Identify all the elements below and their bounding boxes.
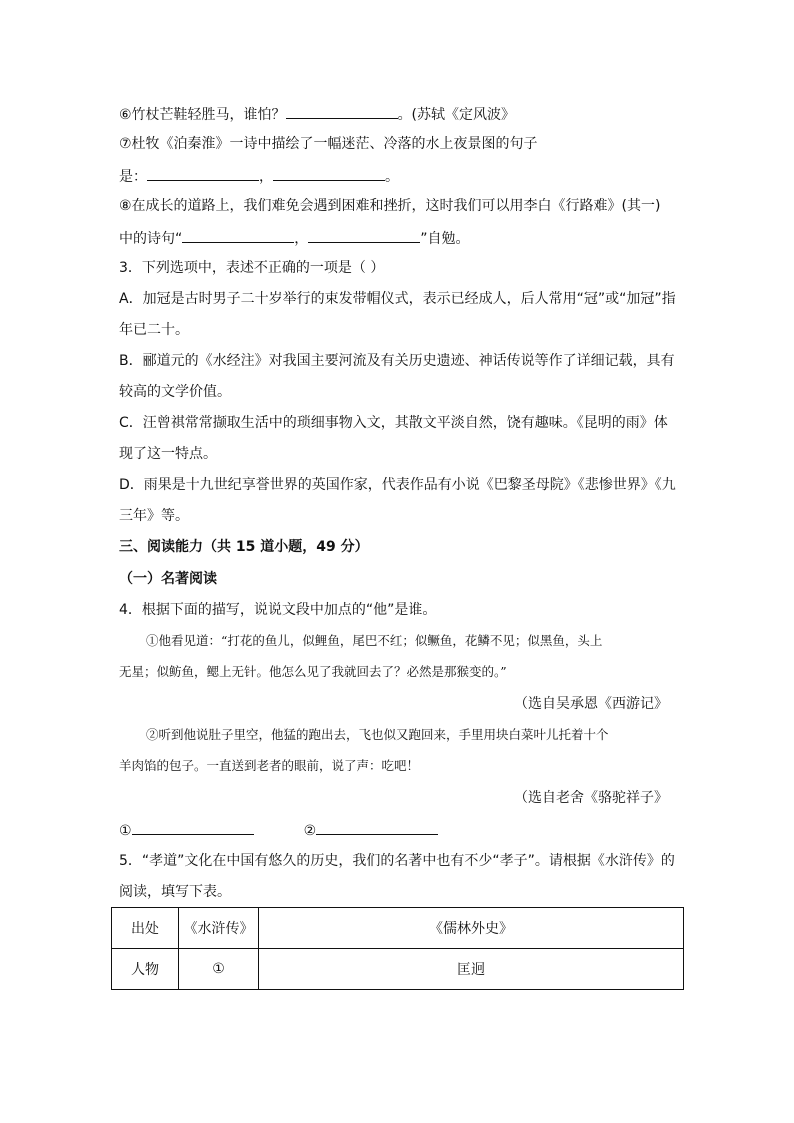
q4-answer1-label: ①	[119, 823, 132, 839]
subsection-title: （一）名著阅读	[119, 571, 217, 587]
table-answer-cell[interactable]: ①	[179, 949, 259, 990]
table-cell: 《水浒传》	[179, 908, 259, 949]
q2-item7-prefix: 是：	[119, 169, 147, 185]
q2-item6	[119, 103, 515, 125]
q3-option-d-line1: D．雨果是十九世纪享誉世界的英国作家，代表作品有小说《巴黎圣母院》《悲惨世界》《九	[119, 477, 676, 493]
q2-item8-prefix: 中的诗句“	[119, 231, 183, 247]
q4-passage1-line2: 无星；似鲂鱼，鳃上无针。他怎么见了我就回去了？必然是那猴变的。”	[119, 664, 507, 679]
q4-passage2-line2: 羊肉馅的包子。一直送到老者的眼前，说了声：吃吧！	[119, 758, 420, 773]
answer-blank[interactable]	[286, 103, 398, 119]
q3-option-a-line2: 年已二十。	[119, 322, 189, 338]
answer-blank[interactable]	[316, 819, 438, 835]
q5-stem-line1: 5．“孝道”文化在中国有悠久的历史，我们的名著中也有不少“孝子”。请根据《水浒传》的	[119, 853, 675, 869]
answer-blank[interactable]	[273, 165, 385, 181]
q3-option-c-line2: 现了这一特点。	[119, 446, 217, 462]
q2-item8-line1: ⑧在成长的道路上，我们难免会遇到困难和挫折，这时我们可以用李白《行路难》(其一)	[119, 198, 661, 214]
q4-passage1-source: （选自吴承恩《西游记》	[514, 696, 668, 712]
q4-answers	[119, 819, 438, 841]
table-row	[112, 908, 684, 949]
answer-blank[interactable]	[147, 165, 259, 181]
q2-item6-text: ⑥竹杖芒鞋轻胜马，谁怕？	[119, 107, 286, 123]
table-cell: 人物	[112, 949, 179, 990]
q3-option-a-line1: A．加冠是古时男子二十岁举行的束发带帽仪式，表示已经成人，后人常用“冠”或“加冠”指	[119, 291, 676, 307]
table-row	[112, 949, 684, 990]
q2-item7-sep: ，	[259, 169, 273, 185]
section-title: 三、阅读能力（共 15 道小题，49 分）	[119, 539, 369, 555]
q3-option-d-line2: 三年》等。	[119, 508, 189, 524]
answer-blank[interactable]	[132, 819, 254, 835]
q3-option-c-line1: C．汪曾祺常常撷取生活中的琐细事物入文，其散文平淡自然，饶有趣味。《昆明的雨》体	[119, 415, 668, 431]
table-cell: 出处	[112, 908, 179, 949]
q5-stem-line2: 阅读，填写下表。	[119, 884, 231, 900]
q4-stem: 4．根据下面的描写，说说文段中加点的“他”是谁。	[119, 602, 437, 618]
q3-option-b-line1: B．郦道元的《水经注》对我国主要河流及有关历史遗迹、神话传说等作了详细记载，具有	[119, 353, 675, 369]
q4-passage2-line1: ②听到他说肚子里空，他猛的跑出去，飞也似又跑回来，手里用块白菜叶儿托着十个	[146, 727, 609, 742]
q2-item8-sep: ，	[294, 231, 309, 247]
q2-item7-end: 。	[385, 169, 399, 185]
q4-passage1-line1: ①他看见道：“打花的鱼儿，似鲤鱼，尾巴不红；似鳜鱼，花鳞不见；似黑鱼，头上	[146, 633, 603, 648]
q2-item7-line2	[119, 165, 399, 187]
q5-table	[111, 907, 684, 990]
answer-blank[interactable]	[182, 227, 294, 243]
q4-answer2-label: ②	[303, 823, 317, 839]
q2-item8-line2	[119, 227, 470, 249]
table-cell: 匡迥	[259, 949, 684, 990]
q4-passage2-source: （选自老舍《骆驼祥子》	[514, 790, 668, 806]
q3-option-b-line2: 较高的文学价值。	[119, 384, 231, 400]
q2-item7-line1: ⑦杜牧《泊秦淮》一诗中描绘了一幅迷茫、冷落的水上夜景图的句子	[119, 136, 538, 152]
q2-item8-end: ”自勉。	[420, 231, 470, 247]
q3-stem: 3．下列选项中，表述不正确的一项是（ ）	[119, 260, 385, 276]
answer-blank[interactable]	[308, 227, 420, 243]
q2-item6-source: 。(苏轼《定风波》	[397, 107, 516, 123]
table-cell: 《儒林外史》	[259, 908, 684, 949]
